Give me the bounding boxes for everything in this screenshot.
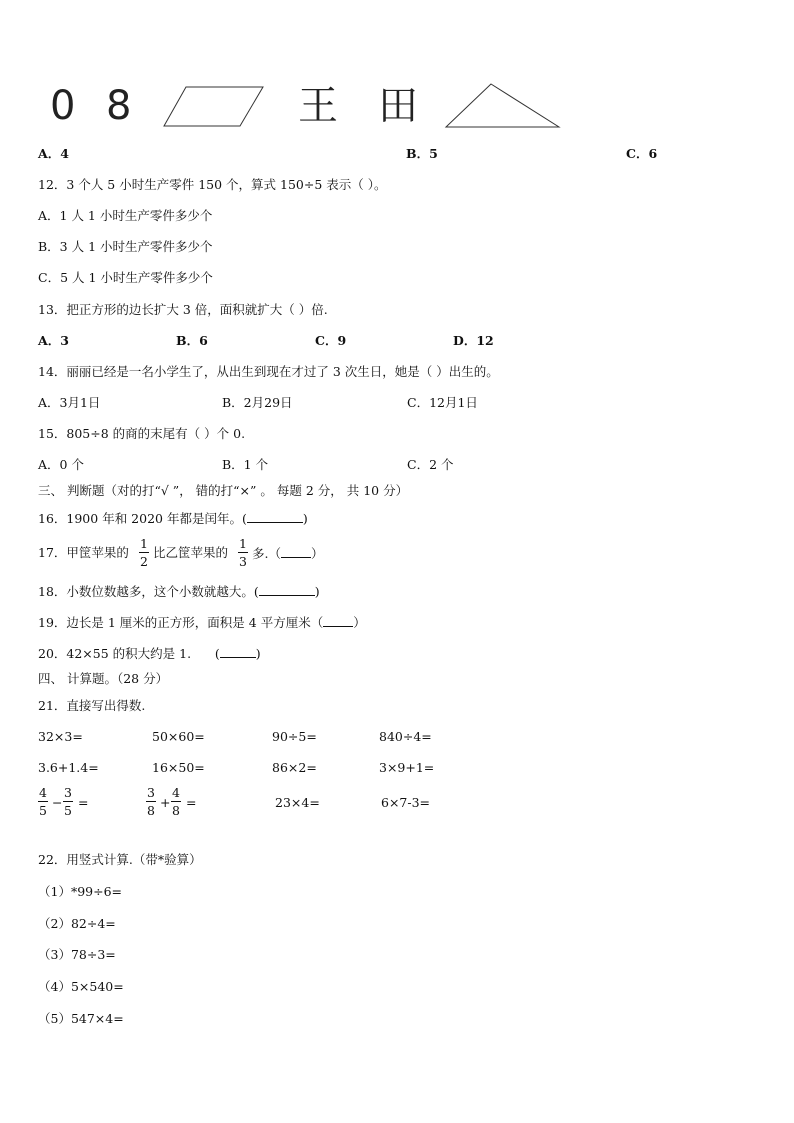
q21-r3-frac-1: 4 5: [39, 785, 47, 818]
q21-r3-frac-2: 3 5: [64, 785, 72, 818]
q14-option-a: A．3月1日: [38, 395, 101, 410]
q21-r2-b: 16×50=: [152, 760, 205, 775]
q16-answer-blank[interactable]: [247, 510, 303, 523]
q21-r3-frac-3: 3 8: [147, 785, 155, 818]
q12-option-a: A．1 人 1 小时生产零件多少个: [38, 208, 213, 223]
q13-option-a: A．3: [38, 333, 69, 348]
digit-eight: 8: [106, 83, 132, 129]
q15-option-a: A．0 个: [38, 457, 84, 472]
q17-part-3: 多.（ ）: [252, 546, 324, 561]
q21-r2-c: 86×2=: [272, 760, 317, 775]
q11-option-a: A．4: [38, 146, 69, 161]
q21-r3-eq-2: =: [186, 795, 197, 810]
q13-stem: 13．把正方形的边长扩大 3 倍，面积就扩大（ ）倍.: [38, 302, 328, 317]
q17-answer-blank[interactable]: [281, 545, 311, 558]
q18-answer-blank[interactable]: [259, 583, 315, 596]
q12-option-c: C．5 人 1 小时生产零件多少个: [38, 270, 213, 285]
q14-option-b: B．2月29日: [222, 395, 293, 410]
q11-option-c: C．6: [626, 146, 658, 161]
section-4-heading: 四、 计算题。（28 分）: [38, 671, 169, 686]
digit-zero: 0: [50, 83, 76, 129]
q12-option-b: B．3 人 1 小时生产零件多少个: [38, 239, 213, 254]
q16-stem: 16．1900 年和 2020 年都是闰年。( ): [38, 511, 308, 526]
q21-r3-d: 6×7-3=: [381, 795, 431, 810]
q21-r1-b: 50×60=: [152, 729, 205, 744]
q21-r2-a: 3.6+1.4=: [38, 760, 99, 775]
q15-option-b: B．1 个: [222, 457, 269, 472]
q15-option-c: C．2 个: [407, 457, 454, 472]
q21-r1-c: 90÷5=: [272, 729, 317, 744]
q21-r3-op-plus: +: [160, 795, 171, 810]
triangle-shape: [444, 82, 562, 130]
q15-stem: 15．805÷8 的商的末尾有（ ）个 0.: [38, 426, 246, 441]
q11-option-b: B．5: [406, 146, 438, 161]
q17-part-2: 比乙筐苹果的: [153, 545, 229, 560]
q19-stem: 19．边长是 1 厘米的正方形，面积是 4 平方厘米（ ）: [38, 615, 366, 630]
q21-r1-d: 840÷4=: [379, 729, 432, 744]
parallelogram-shape: [162, 86, 266, 128]
q14-option-c: C．12月1日: [407, 395, 478, 410]
q21-r1-a: 32×3=: [38, 729, 83, 744]
q22-item-4: （4）5×540=: [38, 979, 124, 994]
q21-stem: 21．直接写出得数.: [38, 698, 146, 713]
q18-stem: 18．小数位数越多，这个小数就越大。( ): [38, 584, 320, 599]
q19-answer-blank[interactable]: [323, 614, 353, 627]
q13-option-b: B．6: [176, 333, 208, 348]
q17-fraction-third: 1 3: [239, 536, 247, 569]
q22-item-1: （1）*99÷6=: [38, 884, 123, 899]
q21-r3-eq-1: =: [78, 795, 89, 810]
q21-r3-op-minus: −: [52, 795, 63, 810]
q22-item-3: （3）78÷3=: [38, 947, 116, 962]
char-tian: 田: [378, 83, 418, 129]
q13-option-c: C．9: [315, 333, 347, 348]
q21-r3-frac-4: 4 8: [172, 785, 180, 818]
q20-answer-blank[interactable]: [220, 645, 256, 658]
q21-r2-d: 3×9+1=: [379, 760, 435, 775]
q12-stem: 12．3 个人 5 小时生产零件 150 个，算式 150÷5 表示（ ）。: [38, 177, 387, 192]
section-3-heading: 三、 判断题（对的打“√ ”， 错的打“×” 。 每题 2 分， 共 10 分）: [38, 483, 409, 498]
q21-r3-c: 23×4=: [275, 795, 320, 810]
q17-fraction-half: 1 2: [140, 536, 148, 569]
char-wang: 王: [298, 83, 338, 129]
q17-part-1: 17．甲筐苹果的: [38, 545, 129, 560]
q22-item-5: （5）547×4=: [38, 1011, 124, 1026]
q14-stem: 14．丽丽已经是一名小学生了，从出生到现在才过了 3 次生日，她是（ ）出生的。: [38, 364, 499, 379]
q13-option-d: D．12: [453, 333, 494, 348]
q22-stem: 22．用竖式计算.（带*验算）: [38, 852, 202, 867]
q20-stem: 20．42×55 的积大约是 1. ( ): [38, 646, 261, 661]
q22-item-2: （2）82÷4=: [38, 916, 116, 931]
